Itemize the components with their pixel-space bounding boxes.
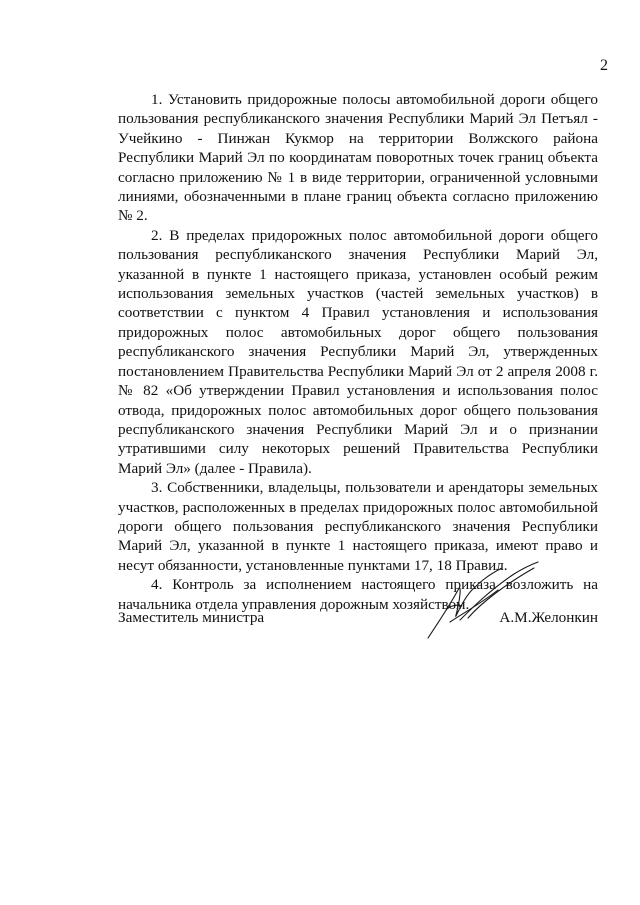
handwritten-signature <box>410 560 550 645</box>
order-body <box>118 90 598 614</box>
paragraph-2: 2. В пределах придорожных полос автомобильной дороги общего пользования республиканского значения Республики Марий Эл, указанной в пункте 1 настоящего приказа, установлен особый режим использования земельных участков (частей земельных участков) в соответствии с пунктом 4 Правил установления и использования придорожных полос автомобильных дорог общего пользования республиканского значения Республики Марий Эл, утвержденных постановлением Правительства Республики Марий Эл от 2 апреля 2008 г. № 82 «Об утверждении Правил установления и использования полос отвода, придорожных полос автомобильных дорог общего пользования республиканского значения Республики Марий Эл и о признании утратившими силу некоторых решений Правительства Республики Марий Эл» (далее - Правила). <box>118 226 598 477</box>
signature-block <box>118 608 598 632</box>
page-number: 2 <box>600 57 608 74</box>
signatory-name: А.М.Желонкин <box>499 609 598 626</box>
paragraph-3: 3. Собственники, владельцы, пользователи и арендаторы земельных участков, расположенных в пределах придорожных полос автомобильной дороги общего пользования республиканского значения Республики Марий Эл, указанной в пункте 1 настоящего приказа, имеют право и несут обязанности, установленные пунктами 17, 18 Правил. <box>118 479 598 574</box>
paragraph-4: 4. Контроль за исполнением настоящего приказа возложить на начальника отдела управления дорожным хозяйством. <box>118 576 598 613</box>
paragraph-1: 1. Установить придорожные полосы автомобильной дороги общего пользования республиканского значения Республики Марий Эл Петъял - Учейкино - Пинжан Кукмор на территории Волжского района Республики Марий Эл по координатам поворотных точек границ объекта согласно приложению № 1 в виде территории, ограниченной условными линиями, обозначенными в плане границ объекта согласно приложению № 2. <box>118 91 598 225</box>
signatory-position: Заместитель министра <box>118 609 265 626</box>
